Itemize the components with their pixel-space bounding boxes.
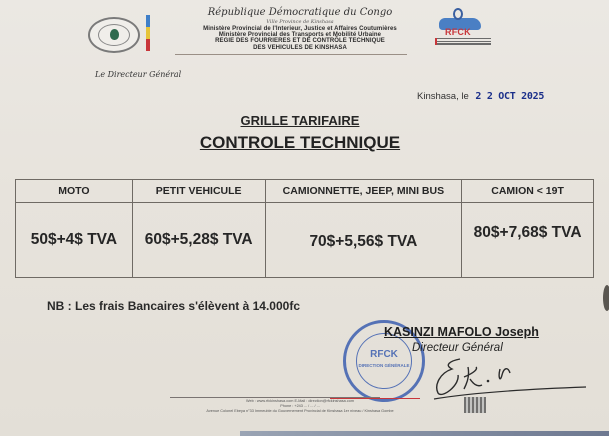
footer-phone: Phone : +243 ... / ... / ... bbox=[280, 404, 320, 408]
date-stamp: 2 2 OCT 2025 bbox=[475, 91, 545, 102]
date-line bbox=[417, 91, 544, 102]
city-name: Ville Province de Kinshasa bbox=[266, 18, 334, 25]
binder-clip-edge bbox=[603, 285, 609, 311]
agency-line-1: REGIE DES FOURRIERES ET DE CONTRÔLE TECHNIQUE bbox=[215, 38, 385, 45]
sender-line: Le Directeur Général bbox=[95, 70, 182, 79]
rfck-logo-text: RFCK bbox=[445, 27, 471, 37]
ministry-line-2: Ministère Provincial des Transports et Mobilité Urbaine bbox=[218, 32, 382, 39]
handwritten-signature-icon bbox=[430, 355, 590, 407]
header-camion: CAMION < 19T bbox=[462, 180, 594, 203]
letterhead bbox=[160, 8, 440, 51]
price-petit-vehicule: 60$+5,28$ TVA bbox=[132, 203, 265, 278]
agency-line-2: DES VEHICULES DE KINSHASA bbox=[253, 44, 347, 51]
stamp-subtext: DIRECTION GÉNÉRALE bbox=[358, 363, 410, 368]
letterhead-divider bbox=[175, 54, 407, 55]
bank-fees-note: NB : Les frais Bancaires s'élèvent à 14.000fc bbox=[47, 299, 300, 313]
table-row bbox=[16, 203, 594, 278]
price-camion: 80$+7,68$ TVA bbox=[462, 203, 594, 278]
stamp-text: RFCK bbox=[370, 349, 398, 360]
footer-web-email: Web : www.rfckinshasa.com E-Mail : direction@rfckinshasa.com bbox=[245, 399, 355, 403]
header-moto: MOTO bbox=[16, 180, 133, 203]
signer-title: Directeur Général bbox=[412, 342, 503, 354]
ministry-line-1: Ministère Provincial de l'Interieur, Justice et Affaires Coutumières bbox=[203, 25, 397, 32]
country-name: République Démocratique du Congo bbox=[207, 7, 393, 18]
price-moto: 50$+4$ TVA bbox=[16, 203, 133, 278]
footer-address: Avenue Colonel Ebeya n°33 Immeuble du Gouvernement Provincial de Kinshasa 1er niveau / Kinshasa Gombe bbox=[206, 409, 394, 413]
document-subtitle: CONTROLE TECHNIQUE bbox=[199, 133, 401, 152]
flag-stripe-icon bbox=[146, 15, 150, 51]
tariff-table bbox=[15, 179, 594, 278]
price-camionnette: 70$+5,56$ TVA bbox=[265, 203, 462, 278]
footer-contact bbox=[150, 399, 450, 414]
header-petit-vehicule: PETIT VEHICULE bbox=[132, 180, 265, 203]
header-camionnette: CAMIONNETTE, JEEP, MINI BUS bbox=[265, 180, 462, 203]
coat-of-arms-seal-icon bbox=[88, 17, 140, 53]
date-place: Kinshasa, le bbox=[417, 91, 469, 102]
signer-name: KASINZI MAFOLO Joseph bbox=[384, 325, 539, 339]
table-header-row bbox=[16, 180, 594, 203]
rfck-logo-icon bbox=[433, 8, 493, 44]
qr-code-icon bbox=[464, 397, 486, 413]
document-title: GRILLE TARIFAIRE bbox=[240, 113, 360, 128]
photo-bottom-edge bbox=[240, 431, 609, 436]
